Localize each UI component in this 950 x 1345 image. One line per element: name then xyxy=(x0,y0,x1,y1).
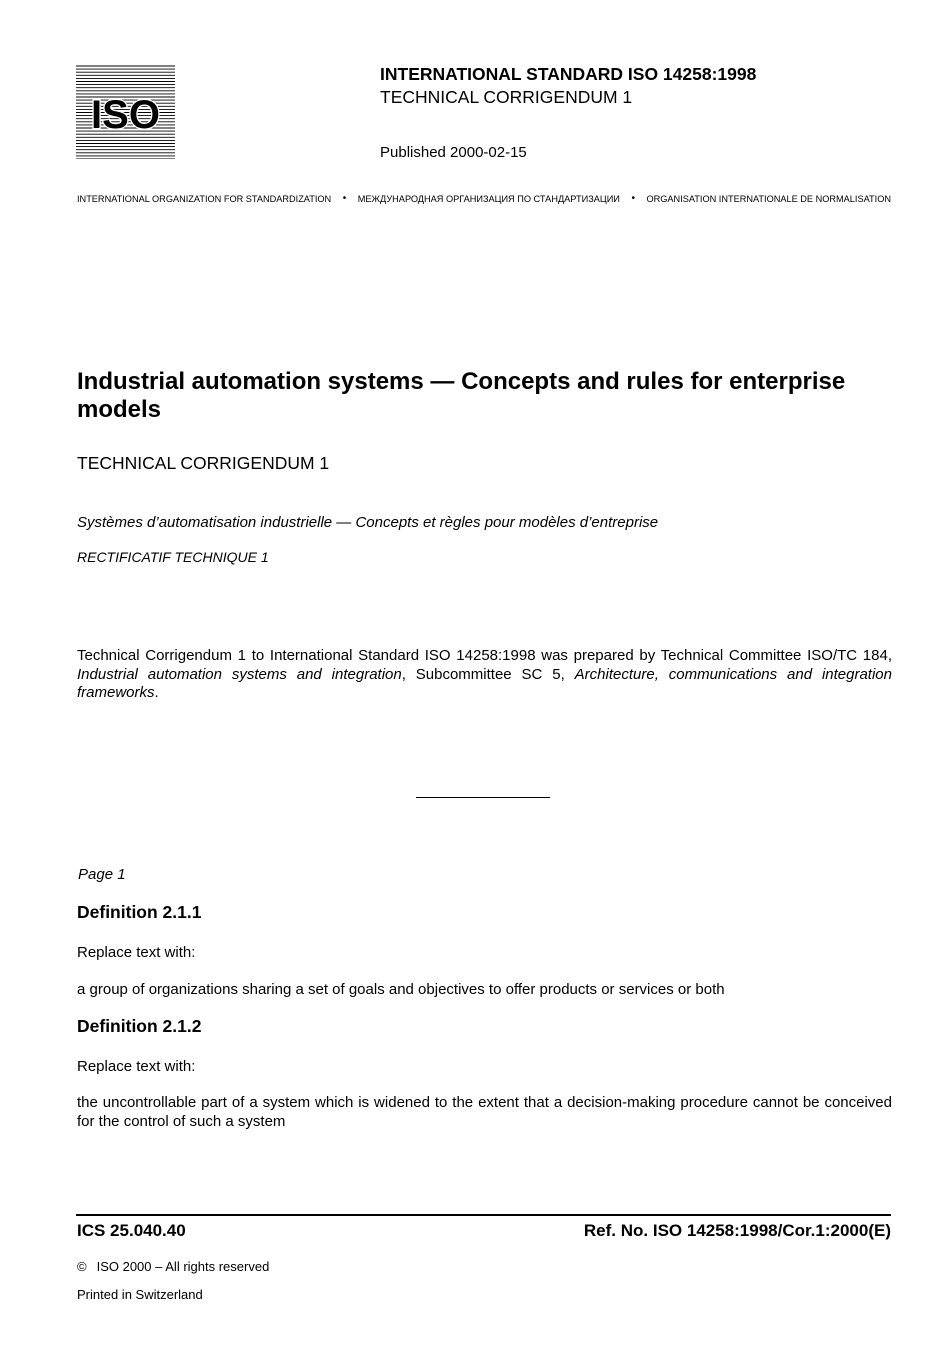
org-name-english: INTERNATIONAL ORGANIZATION FOR STANDARDIZATION xyxy=(77,193,332,204)
foreword-text: . xyxy=(154,684,159,701)
foreword-paragraph xyxy=(77,647,892,703)
definition-text: the uncontrollable part of a system which is widened to the extent that a decision-making procedure cannot be conceived for the control of such a system xyxy=(77,1094,892,1130)
organization-line xyxy=(77,193,891,204)
foreword-text: , Subcommittee SC 5, xyxy=(401,665,575,683)
definition-text: a group of organizations sharing a set of goals and objectives to offer products or services or both xyxy=(77,981,725,998)
standard-title: INTERNATIONAL STANDARD ISO 14258:1998 xyxy=(380,64,757,84)
definition-instruction: Replace text with: xyxy=(77,1058,196,1075)
document-subtitle: TECHNICAL CORRIGENDUM 1 xyxy=(77,453,330,473)
org-separator: • xyxy=(342,193,347,204)
corrigendum-label: TECHNICAL CORRIGENDUM 1 xyxy=(380,87,633,107)
subcommittee-name: Architecture, communications and integration frameworks xyxy=(77,665,892,701)
org-separator: • xyxy=(631,193,635,204)
org-name-french: ORGANISATION INTERNATIONALE DE NORMALISATION xyxy=(646,193,891,204)
published-date: Published 2000-02-15 xyxy=(380,144,527,161)
foreword-text: Technical Corrigendum 1 to International Standard ISO 14258:1998 was prepared by Technical Committee ISO/TC 184, xyxy=(77,647,892,664)
separator-line xyxy=(416,797,550,798)
reference-number: Ref. No. ISO 14258:1998/Cor.1:2000(E) xyxy=(583,1221,891,1240)
page-reference: Page 1 xyxy=(78,866,126,883)
org-name-russian: МЕЖДУНАРОДНАЯ ОРГАНИЗАЦИЯ ПО СТАНДАРТИЗАЦИИ xyxy=(357,193,620,204)
definition-heading: Definition 2.1.1 xyxy=(77,902,202,922)
iso-logo xyxy=(76,65,175,159)
printed-location: Printed in Switzerland xyxy=(77,1287,203,1302)
iso-logo-text: ISO xyxy=(91,93,160,137)
committee-name: Industrial automation systems and integration xyxy=(77,665,402,683)
french-subtitle: RECTIFICATIF TECHNIQUE 1 xyxy=(77,549,269,565)
copyright-text: ISO 2000 – All rights reserved xyxy=(96,1259,270,1274)
footer-rule xyxy=(76,1214,891,1216)
document-title: Industrial automation systems — Concepts and rules for enterprise models xyxy=(77,368,846,423)
ics-code: ICS 25.040.40 xyxy=(77,1221,186,1240)
french-title: Systèmes d’automatisation industrielle — Concepts et règles pour modèles d’entreprise xyxy=(77,514,659,531)
definition-heading: Definition 2.1.2 xyxy=(77,1016,202,1036)
definition-instruction: Replace text with: xyxy=(77,944,196,961)
copyright-icon: © xyxy=(77,1259,87,1274)
copyright-notice xyxy=(77,1259,269,1274)
